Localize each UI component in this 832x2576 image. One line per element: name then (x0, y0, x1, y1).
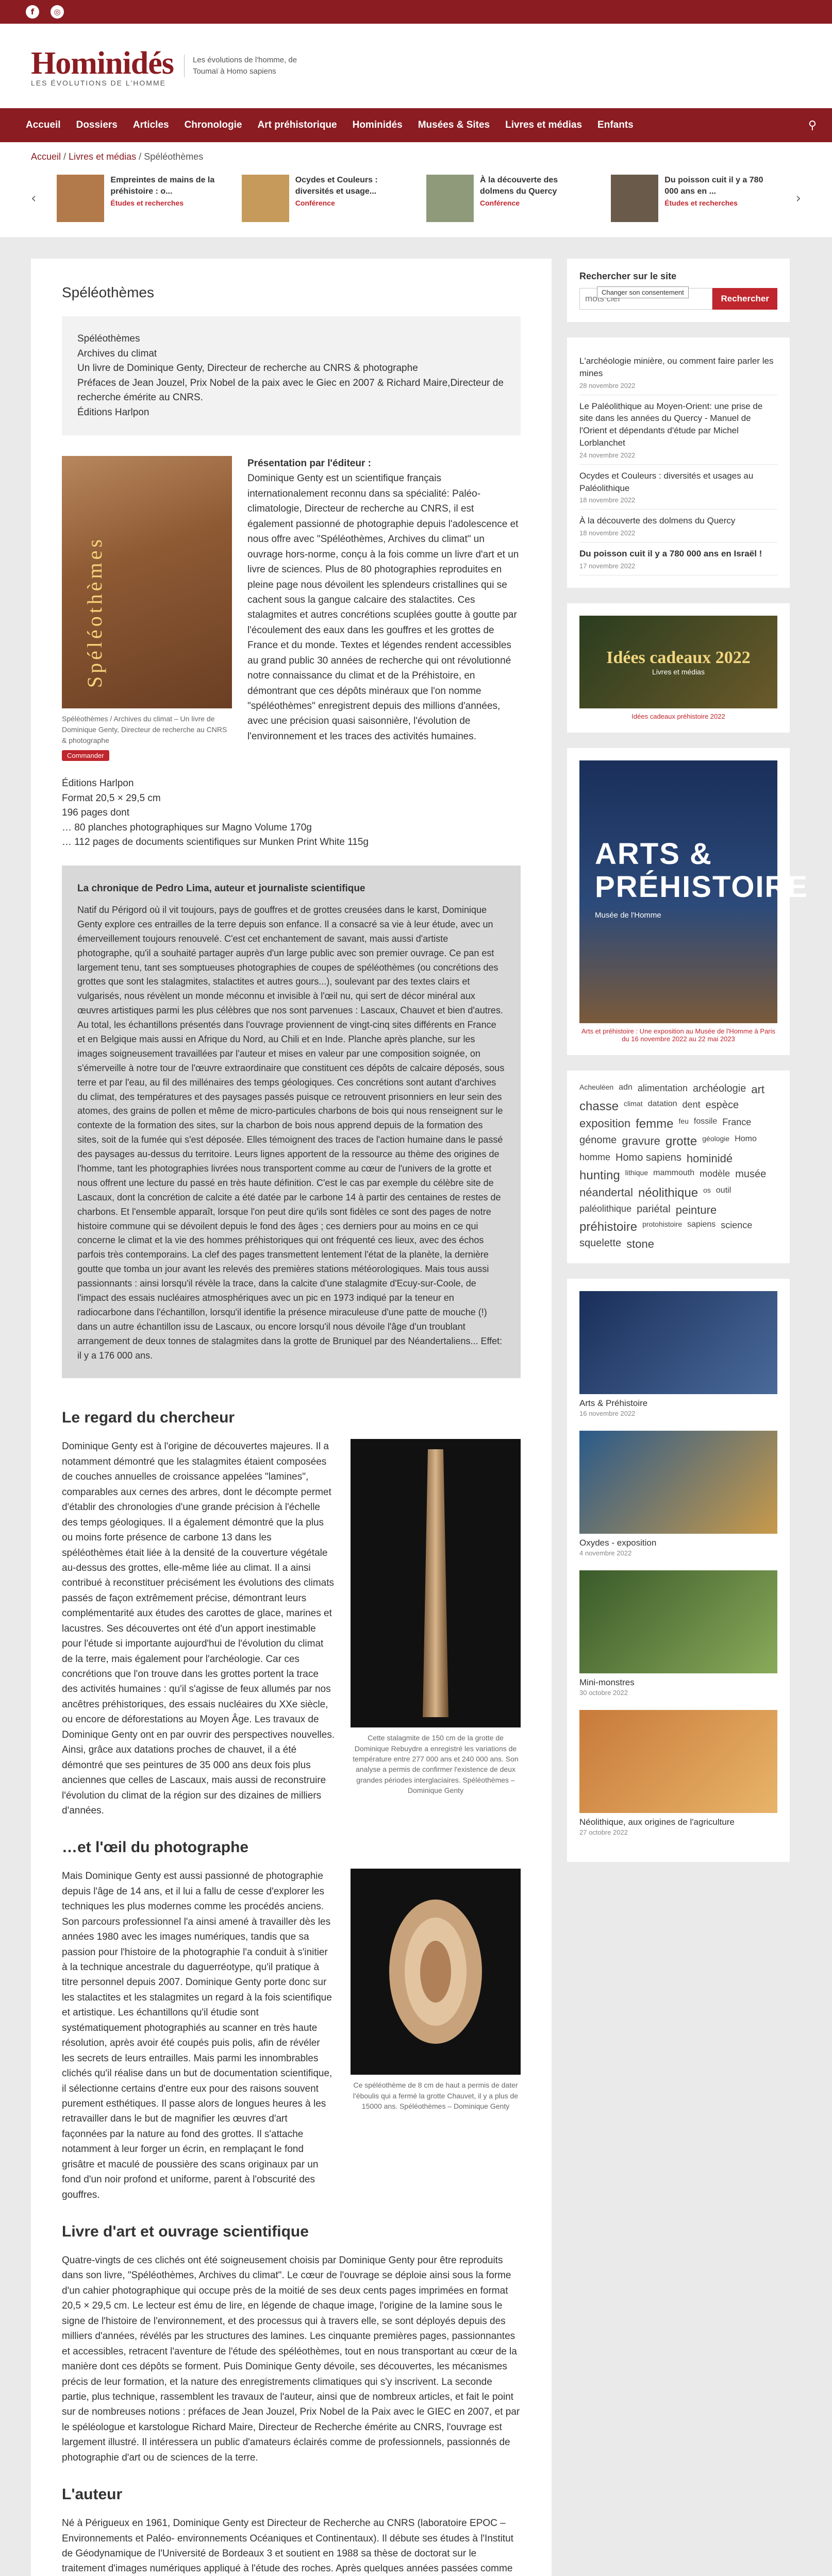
related-card[interactable]: Ocydes et Couleurs : diversités et usage... Conférence (242, 175, 406, 222)
site-tagline: Les évolutions de l'homme, de Toumaï à Homo sapiens (184, 55, 303, 77)
tag-link[interactable]: femme (636, 1116, 674, 1131)
related-thumb (426, 175, 474, 222)
recent-posts (567, 337, 790, 588)
chevron-left-icon[interactable]: ‹ (31, 191, 37, 206)
nav-livres-medias[interactable]: Livres et médias (505, 120, 583, 130)
presentation-label: Présentation par l'éditeur : (247, 458, 371, 469)
site-logo[interactable] (31, 45, 303, 87)
promo-box (567, 603, 790, 733)
nav-accueil[interactable]: Accueil (26, 120, 61, 130)
tag-link[interactable]: climat (624, 1099, 643, 1108)
tag-link[interactable]: préhistoire (579, 1219, 638, 1234)
tag-link[interactable]: néolithique (638, 1185, 698, 1200)
related-posts (0, 172, 832, 238)
tag-link[interactable]: science (721, 1219, 753, 1230)
breadcrumb-current: Spéléothèmes (144, 151, 204, 162)
tag-link[interactable]: alimentation (637, 1082, 688, 1093)
category-card[interactable]: Arts & Préhistoire 16 novembre 2022 (579, 1291, 777, 1417)
breadcrumb: Accueil / Livres et médias / Spéléothèmes (31, 151, 204, 162)
search-button[interactable]: Rechercher (712, 288, 777, 310)
sidebar (567, 259, 809, 2576)
tag-link[interactable]: datation (647, 1099, 677, 1108)
section-heading: …et l'œil du photographe (62, 1839, 249, 1856)
nav-art-prehistorique[interactable]: Art préhistorique (257, 120, 337, 130)
tag-link[interactable]: mammouth (653, 1168, 695, 1177)
site-header (0, 24, 832, 108)
list-item[interactable]: Le Paléolithique au Moyen-Orient: une prise de site dans les années du Quercy - Manuel de l'Orient et dépendants d'étude par Michel Lorblanchet 24 novembre 2022 (579, 395, 777, 465)
tag-link[interactable]: art (751, 1082, 765, 1096)
tag-link[interactable]: pariétal (637, 1203, 671, 1215)
section-oeil (62, 1869, 521, 2202)
figure-caption: Ce spéléothème de 8 cm de haut a permis de dater l'éboulis qui a fermé la grotte Chauvet, il y a plus de 15000 ans. Spéléothèmes – Dominique Genty (353, 2081, 519, 2110)
section-text: Dominique Genty est à l'origine de découvertes majeures. Il a notamment démontré que les stalagmites étaient composées de couches annuelles de croissance appelées "lamines", comparables aux cernes des arbres, dont le décompte permet d'établir des chronologies d'une grande précision à l'échelle des temps géologiques. Il a également démontré que la plus ou moins forte présence de carbone 13 dans les spéléothèmes était liée à la densité de la couverture végétale au-dessus des grottes, elle-même liée au climat. Il a ainsi contribué à reconstituer précisément les évolutions des climats passés de façon extrêmement précise, démontrant leurs complémentarité aux études des carottes de glace, marines et lacustres. Ses découvertes ont été d'un apport inestimable pour l'étude si importante aujourd'hui de l'évolution du climat de la terre, mais également pour l'archéologie. Car ces concrétions que l'on trouve dans les grottes portent la trace des activités humaines : qu'il s'agisse de feux allumés par nos ancêtres préhistoriques, des essais nucléaires du XXe siècle, ou encore de déforestations au Moyen Âge. Les travaux de Dominique Genty ont en par ouvrir des perspectives nouvelles. Ainsi, grâce aux datations proches de chauvet, il a été démontré que ses peintures de 35 000 ans deux fois plus anciennes que celles de Lascaux, mais aussi de reconstruire l'évolution du climat de la région sur des dizaines de milliers d'années. (62, 1441, 335, 1816)
related-card[interactable]: À la découverte des dolmens du Quercy Conférence (426, 175, 590, 222)
chronicle-title: La chronique de Pedro Lima, auteur et journaliste scientifique (77, 883, 365, 894)
list-item[interactable]: L'archéologie minière, ou comment faire parler les mines 28 novembre 2022 (579, 350, 777, 395)
book-infobox: Spéléothèmes Archives du climat Un livre de Dominique Genty, Directeur de recherche au CNRS & photographe Préfaces de Jean Jouzel, Prix Nobel de la paix avec le Giec en 2007 & Richard Maire,Directeur de recherche émérite au CNRS. Éditions Harlpon (62, 316, 521, 435)
consent-button[interactable]: Changer son consentement (597, 286, 689, 298)
exhibition-poster[interactable]: ARTS & PRÉHISTOIRE Musée de l'Homme (579, 760, 777, 1023)
tag-link[interactable]: feu (678, 1116, 689, 1125)
tag-link[interactable]: gravure (622, 1134, 660, 1147)
nav-articles[interactable]: Articles (132, 120, 169, 130)
tag-link[interactable]: protohistoire (642, 1219, 683, 1228)
breadcrumb-home[interactable]: Accueil (31, 151, 61, 162)
book-cover-title: Spéléothèmes (83, 536, 106, 688)
tag-link[interactable]: stone (626, 1237, 654, 1250)
figure-speleotheme (351, 1869, 521, 2202)
nav-dossiers[interactable]: Dossiers (76, 120, 118, 130)
tag-link[interactable]: adn (619, 1082, 633, 1092)
tag-link[interactable]: archéologie (692, 1082, 746, 1094)
related-thumb (57, 175, 104, 222)
facebook-icon[interactable]: f (26, 5, 39, 19)
instagram-icon[interactable]: ◎ (51, 5, 64, 19)
page-title: Spéléothèmes (62, 284, 155, 300)
tag-link[interactable]: outil (715, 1185, 731, 1195)
order-button[interactable]: Commander (62, 750, 109, 761)
category-cards (567, 1279, 790, 1862)
tag-link[interactable]: hunting (579, 1168, 620, 1182)
tag-link[interactable]: lithique (625, 1168, 648, 1177)
chronicle-text: Natif du Périgord où il vit toujours, pays de gouffres et de grottes creusées dans le karst, Dominique Genty explore ces entrailles de la terre depuis son enfance. Il a consacré sa vie à leur étude, avec un émerveillement toujours renouvelé. C'est cet enchantement de savant, mais aussi d'artiste photographe, qu'il a souhaité partager auprès d'un large public avec son premier ouvrage. Ce pan est largement tenu, tant ses somptueuses photographies de coupes de spéléothèmes (ou concrétions des grottes que sont les stalagmites, stalactites et autres gours...), soulevant par des textes clairs et vulgarisés, nous révèlent un monde méconnu et invisible à l'œil nu, qui sert de décor minéral aux œuvres artistiques parmi les plus célèbres que nos sont parvenues : Lascaux, Chauvet et bien d'autres. Au total, les échantillons présentés dans l'ouvrage proviennent de vingt-cinq sites différents en France et en Belgique mais aussi en Afrique du Nord, au Chili et en Inde. Planche après planche, sur les images soigneusement travaillées par l'auteur et mises en valeur par une composition soignée, on s'émerveille à notre tour de l'œuvre extraordinaire que constituent ces dépôts de calcaire déposés, sous terre et par l'eau, au fil des millénaires des temps géologiques. Ces concrétions sont autant d'archives du climat, des températures et des paysages passés puisque ce retrouvent prisonniers en leur sein des atomes, des grains de pollen et même de micro-particules charbons de bois qui nous renseignent sur le contexte de la formation des sites, sur la charbon de bois nous apprend depuis de la formation des sites, soit de la fumée qui s'est déposée. Elles témoignent des traces de l'action humaine dans le passé des paysages au-dessus du territoire. Leurs lignes apportent de la ressource au thème des origines de l'homme, tant les photographies livrées nous transportent comme au cœur de l'univers de la grotte et nous offrent une lecture du passé en très haute définition. C'est le cas par exemple du célèbre site de Lascaux, dont la concrétion de calcite a été datée par le carbone 14 à partir des centaines de restes de charbons. Et l'ensemble apparaît, lorsque l'on peut dire qu'ils sont fidèles ce sont des pages de notre histoire commune qui se dévoilent depuis le fond des âges ; ces derniers pour au moins en ce qui concerne le climat et la vie des hommes préhistoriques qui ont fréquenté ces lieux, avec des échos parfois très contemporains. La clef des pages transmettent lentement l'état de la planète, la dernière goutte que tomba un jour avant les relevés des premières stations météorologiques. Mais tous aussi passionnants : ainsi lorsqu'il révèle la trace, dans la calcite d'une stalagmite d'Ecuy-sur-Coole, de l'impact des essais nucléaires atmosphériques avec un pic en 1973 indiqué par la teneur en radiocarbone dans l'échantillon, lorsqu'il identifie la présence miraculeuse d'une patte de mouche (!) dans un autre échantillon issu de Lascaux, ou encore lorsqu'il nous dévoile l'âge d'un troublant arrangement de deux tonnes de stalagmites dans la grotte de Bruniquel par des Néandertaliens... Effet: il y a 176 000 ans. (77, 904, 505, 1361)
tag-link[interactable]: squelette (579, 1237, 622, 1249)
tag-link[interactable]: musée (735, 1168, 767, 1180)
tag-link[interactable]: géologie (702, 1134, 730, 1143)
tag-link[interactable]: néandertal (579, 1185, 633, 1199)
tag-link[interactable]: homme (579, 1151, 611, 1162)
related-card[interactable]: Empreintes de mains de la préhistoire : o... Études et recherches (57, 175, 221, 222)
search-icon[interactable]: ⚲ (808, 118, 817, 131)
tag-link[interactable]: France (722, 1116, 752, 1127)
presentation-text: Dominique Genty est un scientifique français internationalement reconnu dans sa spécialité: Paléo-climatologie, Directeur de recherche au CNRS, il est également passionné de photographie depuis l'adolescence et nous offre avec "Spéléothèmes, Archives du climat" un ouvrage hors-norme, conçu à la fois comme un livre d'art et un livre de sciences. Plus de 80 photographies reproduites en pleine page nous dévoilent les splendeurs cristallines qui se cachent sous la gangue calcaire des stalactites. Ces stalagmites et autres concrétions scuplées goutte à goutte par l'écoulement des eaux dans les gouffres et les grottes de France et du monde. Textes et légendes rendent accessibles au grand public 30 années de recherche qui ont révolutionné notre connaissance du climat et de la Préhistoire, en démontrant que ces dépôts minéraux que l'on nomme "spéléothèmes" enregistrent depuis des millions d'années, avec une précision quasi saisonnière, l'évolution de l'environnement et les traces des activités humaines. (247, 473, 519, 742)
category-card[interactable]: Néolithique, aux origines de l'agriculture 27 octobre 2022 (579, 1710, 777, 1836)
book-cover-image[interactable] (62, 456, 232, 708)
tag-link[interactable]: espèce (705, 1099, 739, 1111)
category-card[interactable]: Oxydes - exposition 4 novembre 2022 (579, 1431, 777, 1557)
related-thumb (611, 175, 658, 222)
search-title: Rechercher sur le site (579, 271, 677, 281)
poster-caption[interactable]: Arts et préhistoire : Une exposition au Musée de l'Homme à Paris du 16 novembre 2022 au 22 mai 2023 (581, 1027, 776, 1043)
chevron-right-icon[interactable]: › (795, 191, 801, 206)
section-text: Quatre-vingts de ces clichés ont été soigneusement choisis par Dominique Genty pour être reproduits dans son livre, "Spéléothèmes, Archives du climat". Le cœur de l'ouvrage se déploie ainsi sous la forme d'un cahier photographique qui occupe près de la moitié de ses deux cents pages imprimées en format 20,5 × 29,5 cm. Le lecteur est ému de lire, en légende de chaque image, l'origine de la lamine sous le signe de l'histoire de l'environnement, et des processus qui à travers elle, se sont déployés depuis des milliers d'années, révélés par les structures des lamines. Les cinquante premières pages, passionnantes et accessibles, retracent l'aventure de l'étude des spéléothèmes, tout en nous transportant au cœur de la manière dont ces dépôts se forment. Puis Dominique Genty dévoile, ses découvertes, les mécanismes précis de leur formation, et la nature des enregistrements climatiques qui s'y inscrivent. La seconde partie, plus technique, rassemblent les travaux de l'auteur, ainsi que de nombreux articles, et fait le point sur de nombreuses notions : préfaces de Jean Jouzel, Prix Nobel de la Paix avec le GIEC en 2007, et par le spéléologue et karstologue Richard Maire, Directeur de Recherche émérite au CNRS, l'ouvrage est largement illustré. Il intéressera un public d'amateurs éclairés comme de professionnels, passionnés de photographie d'art ou de sciences de la terre. (62, 2255, 520, 2463)
figure-stalagmite (351, 1439, 521, 1818)
tag-link[interactable]: os (703, 1185, 711, 1194)
tag-link[interactable]: chasse (579, 1099, 619, 1113)
section-heading: Le regard du chercheur (62, 1409, 235, 1427)
section-text: Né à Périgueux en 1961, Dominique Genty est Directeur de Recherche au CNRS (laboratoire EPOC – Environnements et Paléo- environnements Océaniques et Continentaux). Il débute ses études à l'Institut de Géodynamique de l'Université de Bordeaux 3 et soutient en 1988 sa thèse de doctorat sur le traitement d'images numériques appliqué à l'étude des roches. Après quelques années passées comme (62, 2518, 514, 2574)
nav-chronologie[interactable]: Chronologie (184, 120, 242, 130)
tag-link[interactable]: exposition (579, 1116, 631, 1130)
promo-banner[interactable]: Idées cadeaux 2022 Livres et médias (579, 616, 777, 708)
section-heading: Livre d'art et ouvrage scientifique (62, 2223, 309, 2240)
presentation (247, 456, 521, 761)
tag-link[interactable]: Homo (735, 1134, 757, 1143)
poster-box (567, 748, 809, 1055)
top-social-bar (0, 0, 832, 24)
tag-link[interactable]: modèle (700, 1168, 730, 1179)
tag-link[interactable]: paléolithique (579, 1203, 632, 1214)
stalagmite-image (351, 1439, 521, 1727)
breadcrumb-category[interactable]: Livres et médias (69, 151, 137, 162)
list-item[interactable]: Du poisson cuit il y a 780 000 ans en Israël ! 17 novembre 2022 (579, 543, 777, 575)
logo-text: Hominidés LES ÉVOLUTIONS DE L'HOMME (31, 45, 174, 87)
nav-musees-sites[interactable]: Musées & Sites (418, 120, 490, 130)
list-item[interactable]: Ocydes et Couleurs : diversités et usages au Paléolithique 18 novembre 2022 (579, 465, 777, 510)
section-heading: L'auteur (62, 2486, 123, 2503)
list-item[interactable]: À la découverte des dolmens du Quercy 18 novembre 2022 (579, 510, 777, 543)
chronicle-box (62, 866, 521, 1379)
tag-link[interactable]: fossile (693, 1116, 718, 1126)
tag-cloud (567, 1071, 790, 1263)
tag-link[interactable]: Homo sapiens (615, 1151, 681, 1163)
section-regard (62, 1439, 521, 1818)
book-cover (62, 456, 232, 761)
tag-link[interactable]: sapiens (687, 1219, 716, 1229)
main-nav (0, 108, 832, 142)
figure-caption: Cette stalagmite de 150 cm de la grotte de Dominique Rebuydre a enregistré les variations de température entre 277 000 ans et 240 000 ans. Son analyse a permis de confirmer l'existence de deux grandes périodes interglaciaires. Spéléothèmes – Dominique Genty (353, 1734, 519, 1794)
nav-hominides[interactable]: Hominidés (352, 120, 403, 130)
tag-link[interactable]: Acheuléen (579, 1082, 614, 1091)
promo-caption[interactable]: Idées cadeaux préhistoire 2022 (631, 712, 725, 720)
tag-link[interactable]: grotte (665, 1134, 697, 1148)
page-body (0, 238, 832, 2576)
article (31, 259, 552, 2576)
nav-enfants[interactable]: Enfants (597, 120, 634, 130)
related-thumb (242, 175, 289, 222)
book-presentation-row (62, 456, 521, 761)
tag-link[interactable]: hominidé (686, 1151, 733, 1165)
book-specs: Éditions Harlpon Format 20,5 × 29,5 cm 196 pages dont … 80 planches photographiques sur Magno Volume 170g … 112 pages de documents scientifiques sur Munken Print White 115g (62, 778, 369, 848)
related-card[interactable]: Du poisson cuit il y a 780 000 ans en ... Études et recherches (611, 175, 775, 222)
tag-link[interactable]: peinture (675, 1203, 717, 1216)
tag-link[interactable]: génome (579, 1134, 617, 1146)
speleotheme-image (351, 1869, 521, 2075)
section-text: Mais Dominique Genty est aussi passionné de photographie depuis l'âge de 14 ans, et il lui a fallu de cesse d'explorer les techniques les plus modernes comme les procédés anciens. Son parcours professionnel l'a ainsi amené à travailler dès les années 1980 avec les images numériques, tandis que sa passion pour l'histoire de la photographie l'a conduit à s'initier à la technique ancestrale du daguerréotype, qu'il pratique à titre personnel depuis 2007. Dominique Genty porte donc sur les stalactites et les stalagmites un regard à la fois scientifique et artistique. Les échantillons qu'il étudie sont systématiquement photographiés au scanner en très haute résolution, après avoir été coupés puis polis, afin de révéler les secrets de leurs entrailles. Mais parmi les innombrables clichés qu'il réalise dans un but de documentation scientifique, il sélectionne certains d'entre eux pour des raisons souvent purement esthétiques. Il passe alors de longues heures à les retravailler dans le but de magnifier les œuvres d'art façonnées par la nature au fond des grottes. Il s'attache notamment à leur forger un écrin, en remplaçant le fond grisâtre et maculé de poussière des scans originaux par un fond d'un noir profond et uniforme, parent à l'obscurité des gouffres. (62, 1871, 332, 2200)
cover-caption: Spéléothèmes / Archives du climat – Un livre de Dominique Genty, Directeur de recherche au CNRS & photographe (62, 715, 227, 744)
category-card[interactable]: Mini-monstres 30 octobre 2022 (579, 1570, 777, 1697)
tag-link[interactable]: dent (682, 1099, 701, 1110)
